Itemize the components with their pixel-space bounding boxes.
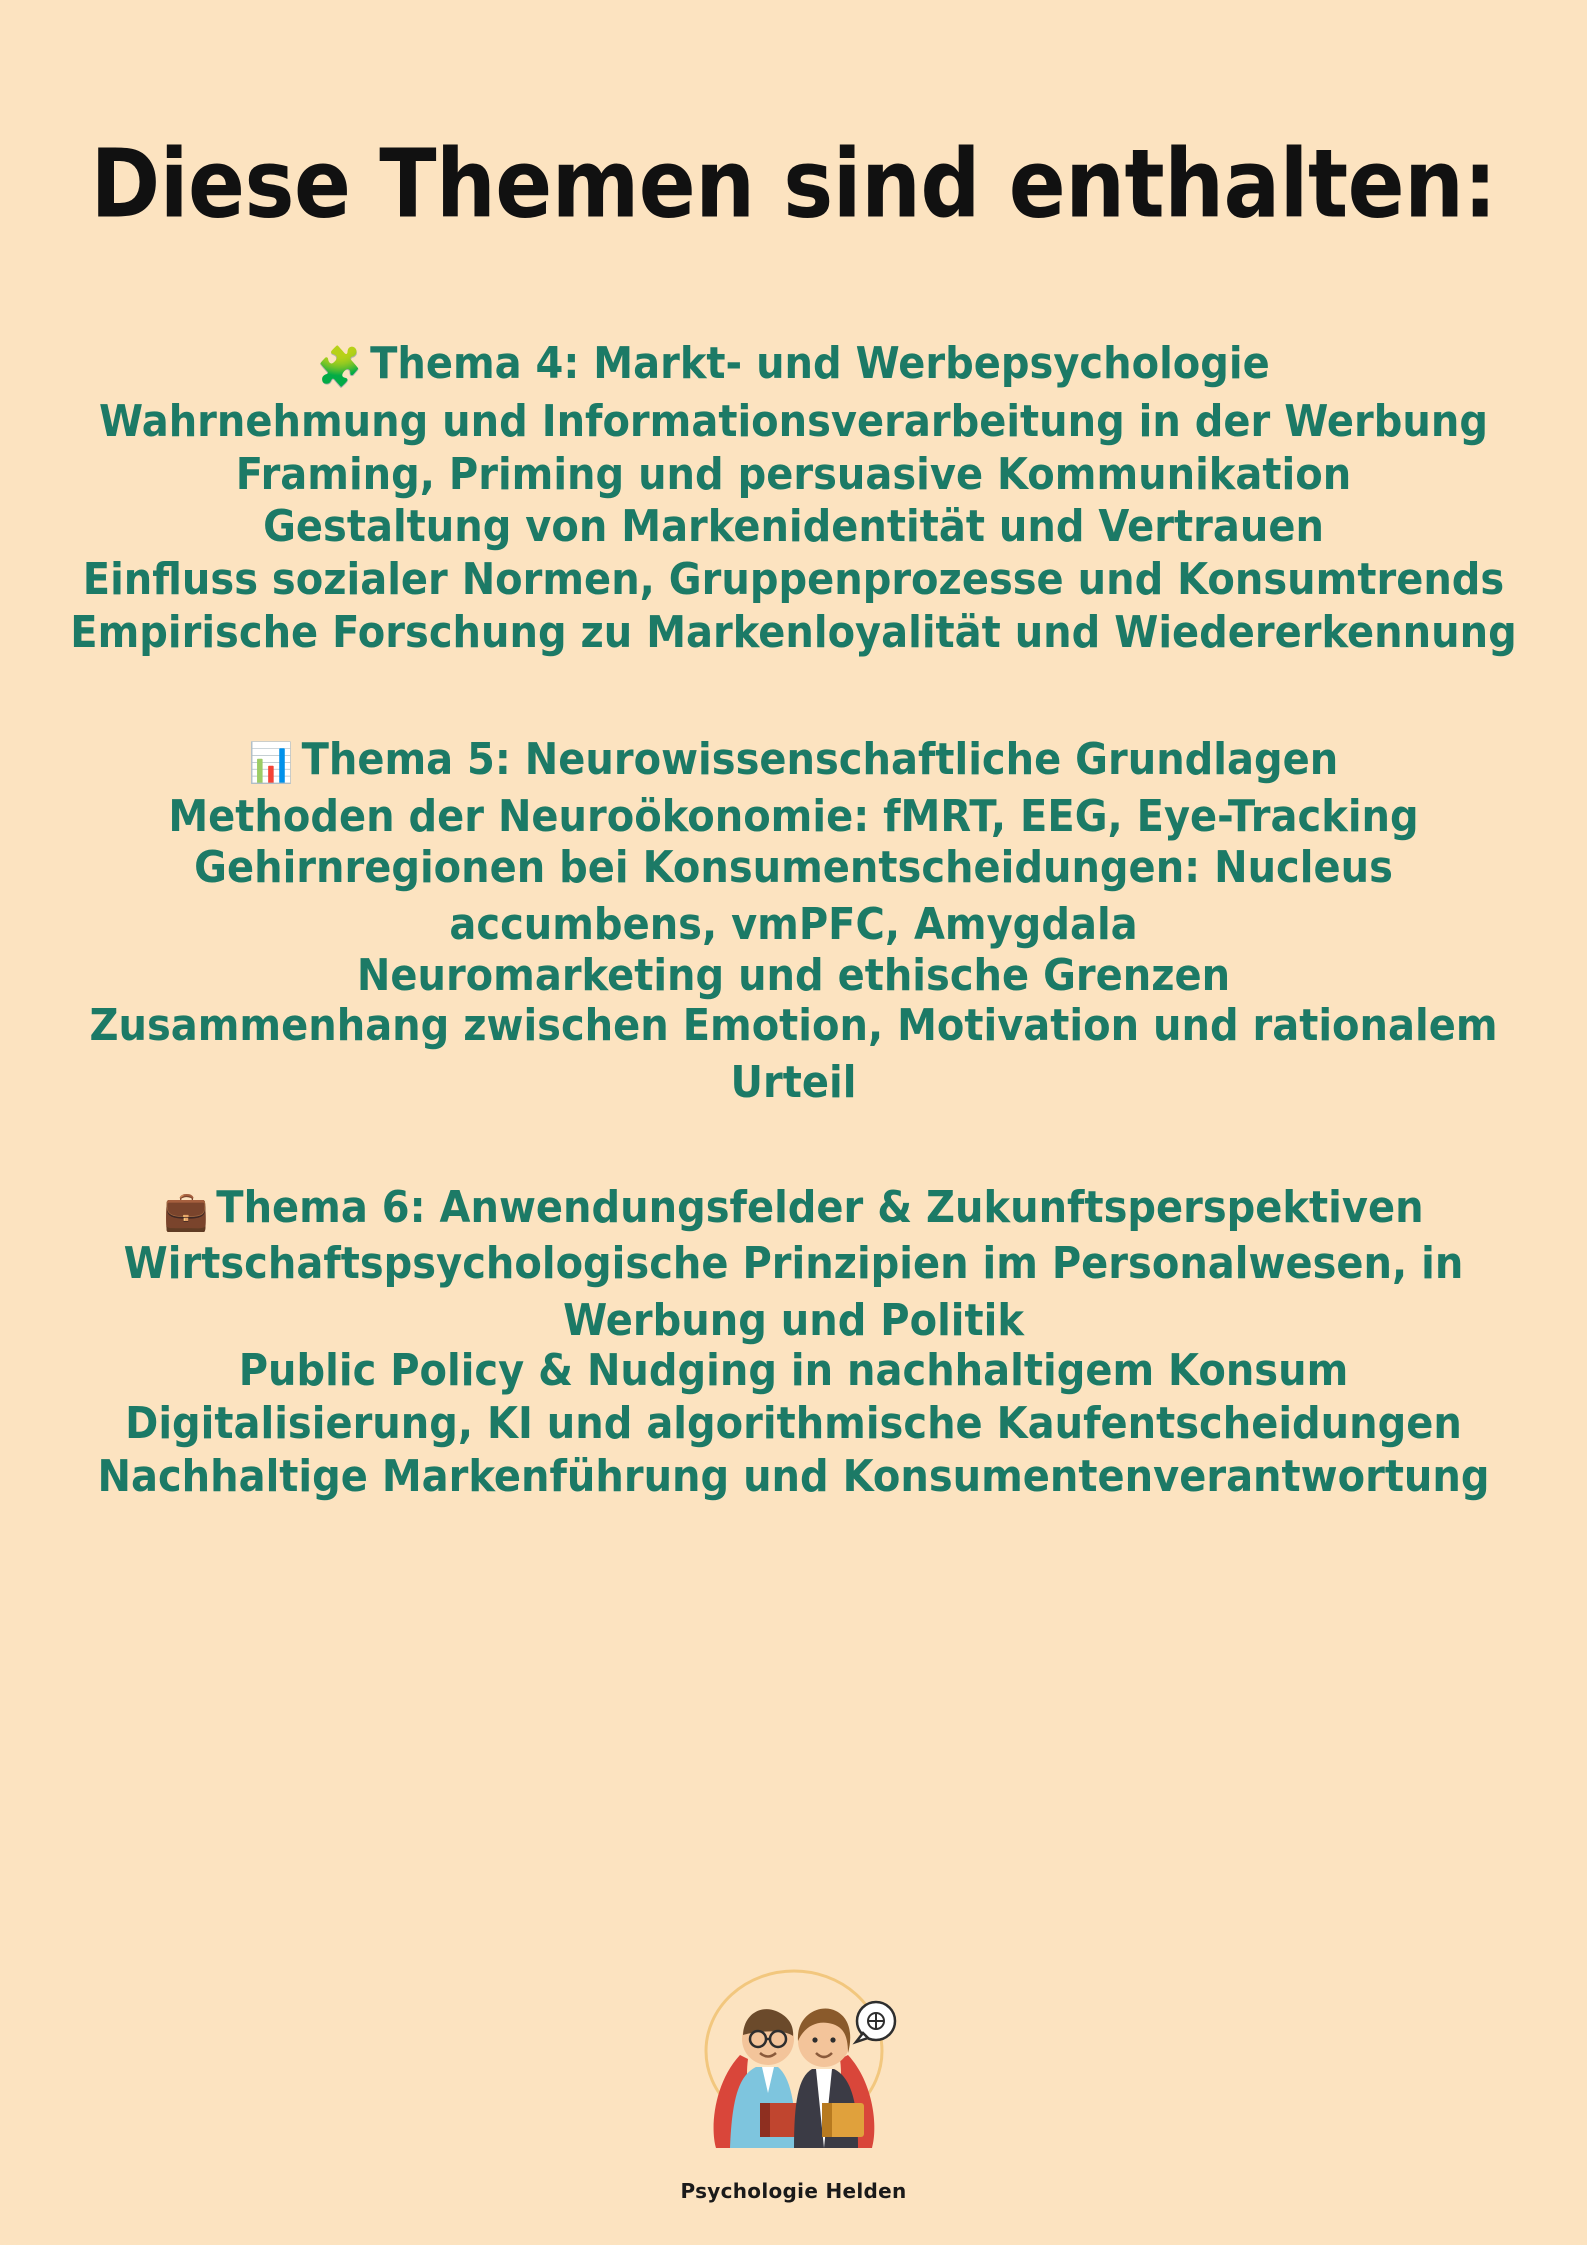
topic-line: Public Policy & Nudging in nachhaltigem Konsum xyxy=(238,1346,1349,1396)
topic-line: Empirische Forschung zu Markenloyalität und Wiedererkennung xyxy=(70,608,1517,658)
topic-title-text: Thema 4: Markt- und Werbepsychologie xyxy=(370,339,1270,389)
brand-name: Psychologie Helden xyxy=(680,2179,907,2203)
topic-block xyxy=(55,734,1532,1108)
topic-title-text: Thema 5: Neurowissenschaftliche Grundlagen xyxy=(301,734,1339,785)
briefcase-icon: 💼 xyxy=(163,1189,209,1234)
topic-blocks xyxy=(55,338,1532,1503)
topic-line: Neuromarketing und ethische Grenzen xyxy=(356,950,1231,1001)
topic-title xyxy=(55,1180,1532,1238)
logo xyxy=(644,1943,944,2173)
topic-title xyxy=(55,732,1532,790)
topic-line: Gehirnregionen bei Konsumentscheidungen: Nucleus accumbens, vmPFC, Amygdala xyxy=(194,843,1393,950)
page-title: Diese Themen sind enthalten: xyxy=(90,129,1497,239)
footer xyxy=(0,1943,1587,2203)
topic-line: Zusammenhang zwischen Emotion, Motivation und rationalem Urteil xyxy=(89,1001,1498,1109)
bar-chart-icon: 📊 xyxy=(248,741,294,786)
psychology-heroes-logo-icon xyxy=(644,1943,944,2173)
topic-line: Gestaltung von Markenidentität und Vertrauen xyxy=(263,502,1324,553)
topic-title xyxy=(55,336,1532,394)
topic-block xyxy=(55,1182,1532,1504)
topic-line: Wahrnehmung und Informationsverarbeitung in der Werbung xyxy=(99,396,1488,447)
topic-line: Framing, Priming und persuasive Kommunikation xyxy=(235,449,1352,500)
topic-title-text: Thema 6: Anwendungsfelder & Zukunftsperspektiven xyxy=(216,1183,1424,1233)
topic-line: Wirtschaftspsychologische Prinzipien im Personalwesen, in Werbung und Politik xyxy=(123,1238,1464,1346)
topic-block xyxy=(55,338,1532,660)
topic-line: Nachhaltige Markenführung und Konsumentenverantwortung xyxy=(97,1451,1490,1502)
topic-line: Digitalisierung, KI und algorithmische Kaufentscheidungen xyxy=(125,1399,1462,1449)
puzzle-piece-icon: 🧩 xyxy=(317,345,363,391)
topic-line: Einfluss sozialer Normen, Gruppenprozesse und Konsumtrends xyxy=(82,555,1505,605)
topic-line: Methoden der Neuroökonomie: fMRT, EEG, Eye-Tracking xyxy=(168,792,1419,843)
